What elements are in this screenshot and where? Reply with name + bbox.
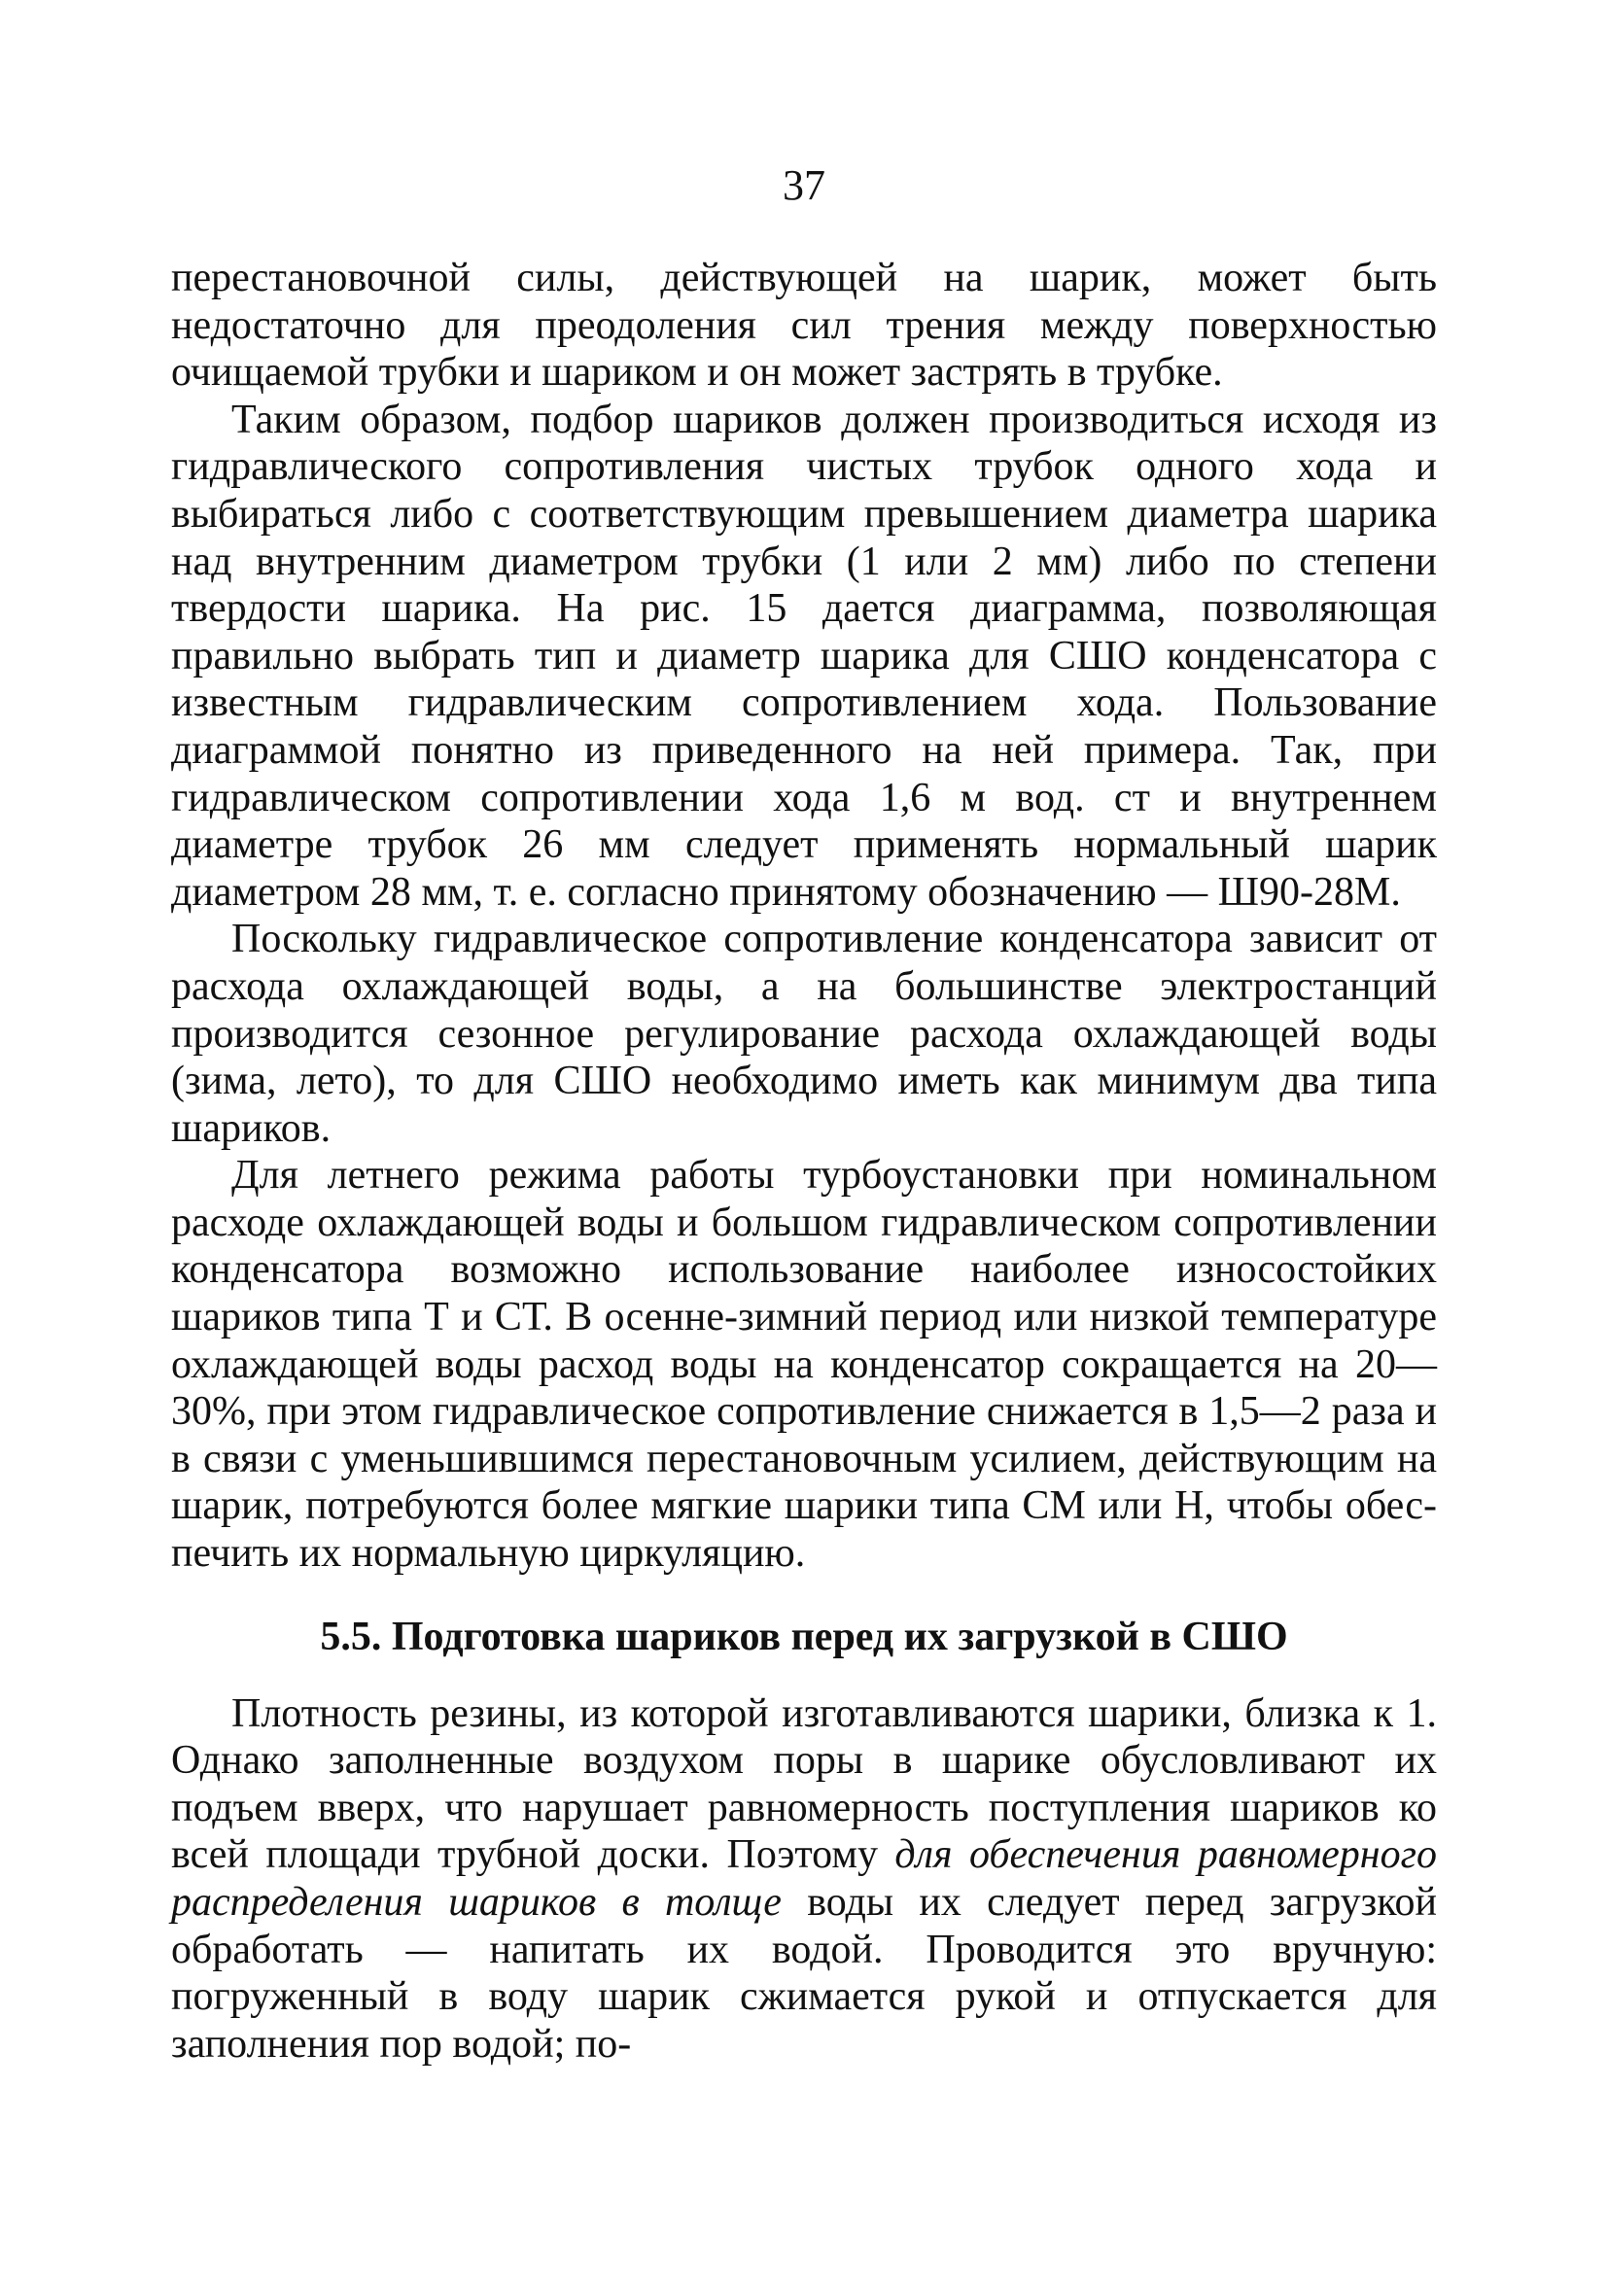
paragraph-continuation: перестановочной силы, действующей на шарик, может быть недостаточно для преодоления сил трения между поверхностью очищаемой трубки и шариком и он может застрять в трубке. — [171, 256, 1437, 396]
paragraph-seasonal-regulation: Поскольку гидравлическое сопротивление конденсатора зависит от расхода охлаждающей воды, а на большинстве электростанций производится сезонное регулирование расхода охлаждающей воды (зима, лето), то для СШО необходимо иметь как минимум два типа шариков. — [171, 917, 1437, 1151]
paragraph-ball-preparation-text-2: воды их следует перед загрузкой обработать — напитать их водой. Проводится это вручную: погруженный в воду шарик сжимается рукой и отпускается для заполнения пор водой; по- — [171, 1880, 1437, 2067]
paragraph-ball-preparation — [171, 1690, 1437, 2069]
paragraph-ball-selection: Таким образом, подбор шариков должен производиться исходя из гидравлического сопротивления чистых трубок одного хода и выбираться либо с соответствующим превышением диаметра шарика над внутренним диаметром трубки (1 или 2 мм) либо по степени твердости шарика. На рис. 15 дается диаграмма, позволяющая правильно выбрать тип и диаметр шарика для СШО конденсатора с известным гидравлическим сопротивлением хода. Пользование диаграммой понятно из приведенного на ней примера. Так, при гидравлическом сопротивлении хода 1,6 м вод. ст и внутреннем диаметре трубок 26 мм следует применять нормальный шарик диаметром 28 мм, т. е. согласно принятому обозначению — Ш90-28М. — [171, 397, 1437, 915]
body-text — [171, 255, 1437, 2068]
document-page — [171, 0, 1437, 2296]
paragraph-ball-preparation-italic: для обеспечения равномерного распределения шариков в толще — [171, 1832, 1437, 1925]
section-heading: 5.5. Подготовка шариков перед их загрузкой в СШО — [320, 1614, 1288, 1659]
paragraph-ball-preparation-text-1: Плотность резины, из которой изготавливаются шарики, близка к 1. Однако заполненные воздухом поры в шарике обусловливают их подъем вверх, что нарушает равномерность поступления шариков ко всей площади трубной доски. Поэтому — [171, 1690, 1437, 1878]
page-number: 37 — [783, 161, 825, 209]
paragraph-summer-winter-mode: Для летнего режима работы турбоустановки при номинальном расходе охлаждающей воды и большом гидравлическом сопротивлении конденсатора возможно использование наиболее износостойких шариков типа Т и СТ. В осенне-зимний период или низкой температуре охлаждающей воды расход воды на конденсатор сокращается на 20—30%, при этом гидравлическое сопротивление снижается в 1,5—2 раза и в связи с уменьшившимся перестановочным усилием, действующим на шарик, потребуются более мягкие шарики типа СМ или Н, чтобы обеспечить их нормальную циркуляцию. — [171, 1153, 1437, 1577]
